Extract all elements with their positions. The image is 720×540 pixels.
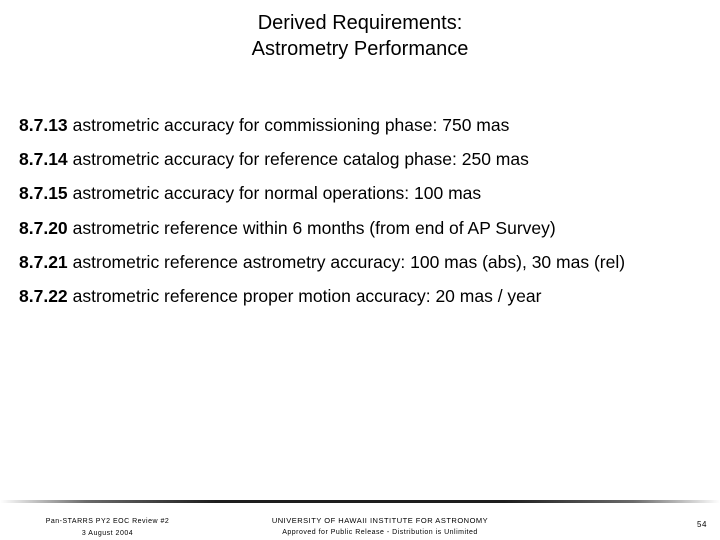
requirement-number: 8.7.20 <box>19 217 68 238</box>
requirement-item <box>19 285 719 319</box>
footer-event-name: Pan-STARRS PY2 EOC Review #2 <box>45 518 170 525</box>
footer-event-date: 3 August 2004 <box>81 530 134 537</box>
requirement-number: 8.7.15 <box>19 183 68 204</box>
requirement-item <box>19 114 719 148</box>
footer-organization: UNIVERSITY OF HAWAII INSTITUTE FOR ASTRONOMY <box>271 516 489 525</box>
requirement-item <box>19 251 719 285</box>
slide-title <box>0 10 720 62</box>
requirement-text: astrometric accuracy for reference catalog phase: 250 mas <box>72 149 529 170</box>
requirement-item <box>19 182 719 216</box>
slide-title-line-2: Astrometry Performance <box>251 38 469 60</box>
requirement-number: 8.7.13 <box>19 115 68 135</box>
requirement-item <box>19 148 719 182</box>
requirement-text: astrometric accuracy for normal operations: 100 mas <box>72 183 482 204</box>
requirement-text: astrometric reference astrometry accuracy: 100 mas (abs), 30 mas (rel) <box>72 251 626 272</box>
requirements-list <box>19 114 719 319</box>
requirement-item <box>19 217 719 251</box>
requirement-number: 8.7.21 <box>19 251 68 272</box>
footer-divider <box>0 500 720 503</box>
requirement-text: astrometric reference proper motion accuracy: 20 mas / year <box>72 285 542 306</box>
footer-event-info <box>15 516 200 540</box>
requirement-number: 8.7.22 <box>19 285 68 306</box>
page-number: 54 <box>697 520 707 529</box>
slide-footer <box>0 500 720 540</box>
requirement-text: astrometric accuracy for commissioning phase: 750 mas <box>72 115 510 135</box>
footer-release-notice: Approved for Public Release - Distribution is Unlimited <box>282 529 478 536</box>
requirement-text: astrometric reference within 6 months (from end of AP Survey) <box>72 217 556 238</box>
slide-title-line-1: Derived Requirements: <box>257 12 463 34</box>
requirement-number: 8.7.14 <box>19 149 68 170</box>
footer-organization-info <box>240 515 520 539</box>
